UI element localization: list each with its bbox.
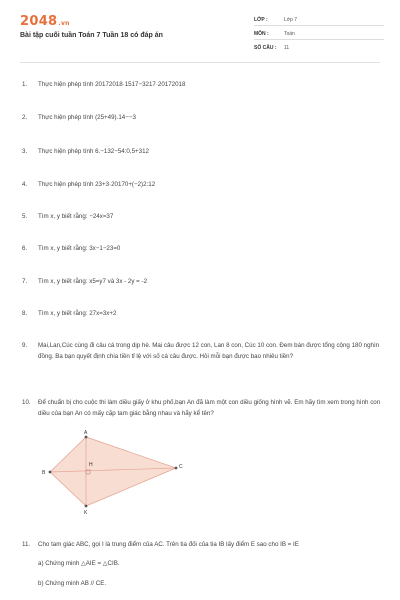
question-text: Thực hiện phép tính 23+3·20170+(−2)2:12 [38,181,156,188]
question-number: 1. [22,81,28,88]
question-text: Tìm x, y biết rằng: 27x=3x+2 [38,310,117,317]
question-text: Tìm x, y biết rằng: x5=y7 và 3x - 2y = -2 [38,278,148,285]
header-divider [20,62,380,63]
question-number: 2. [22,114,28,121]
sub-item-a: a) Chứng minh △AIE = △CIB. [38,560,120,567]
question-number: 5. [22,213,28,220]
question-number: 10. [22,399,31,406]
meta-subject-key: MÔN : [254,31,269,37]
meta-class-value: Lớp 7 [284,17,298,23]
logo-tld: .vn [58,20,70,27]
label-a: A [84,430,88,436]
meta-class-key: LỚP : [254,17,268,23]
question-number: 4. [22,181,28,188]
question-text: Để chuẩn bị cho cuộc thi làm diều giấy ở khu phố,bạn An đã làm một con diều giống hình vẽ. Em hãy tìm xem trong hình con diều của bạn An có mấy cặp tam giác bằng nhau và hãy kể tên? [38,399,381,417]
point-b [49,471,52,474]
point-c [175,467,178,470]
site-logo[interactable] [20,14,70,29]
meta-subject-value: Toán [284,31,295,37]
sub-item-b: b) Chứng minh AB // CE. [38,580,107,587]
point-k [85,505,88,508]
divider [254,25,384,26]
meta-count-key: SỐ CÂU : [254,45,277,51]
label-k: K [84,510,88,516]
question-text: Thực hiện phép tính (25+49).14−−3 [38,114,136,121]
divider [254,39,384,40]
question-number: 11. [22,541,31,548]
question-text: Tìm x, y biết rằng: −24x=37 [38,213,114,220]
label-h: H [89,462,93,468]
label-b: B [42,470,46,476]
question-number: 3. [22,148,28,155]
label-c: C [179,464,183,470]
header [0,0,400,62]
question-text: Thực hiện phép tính 6.−132−54:0,5+312 [38,148,149,155]
meta-count-value: 11 [284,45,290,51]
question-number: 8. [22,310,28,317]
document-title: Bài tập cuối tuần Toán 7 Tuần 18 có đáp án [20,32,163,39]
question-number: 7. [22,278,28,285]
question-text: Mai,Lan,Cúc cùng đi câu cá trong dịp hè. Mai câu được 12 con, Lan 8 con, Cúc 10 con. Đem bán được tổng cộng 180 nghìn đồng. Ba bạn quyết định chia tiền tỉ lệ với số cá câu được. Hỏi mỗi bạn được bao nhiêu tiền? [38,342,380,360]
question-number: 9. [22,342,28,349]
question-text: Tìm x, y biết rằng: 3x−1−23=0 [38,245,121,252]
question-text: Cho tam giác ABC, gọi I là trung điểm của AC. Trên tia đối của tia IB lấy điểm E sao cho IB = IE [38,541,299,548]
logo-text: 2048 [20,14,58,29]
kite-figure [36,430,186,520]
question-text: Thực hiện phép tính 20172018·1517−3217·20172018 [38,81,186,88]
question-number: 6. [22,245,28,252]
point-a [85,436,88,439]
